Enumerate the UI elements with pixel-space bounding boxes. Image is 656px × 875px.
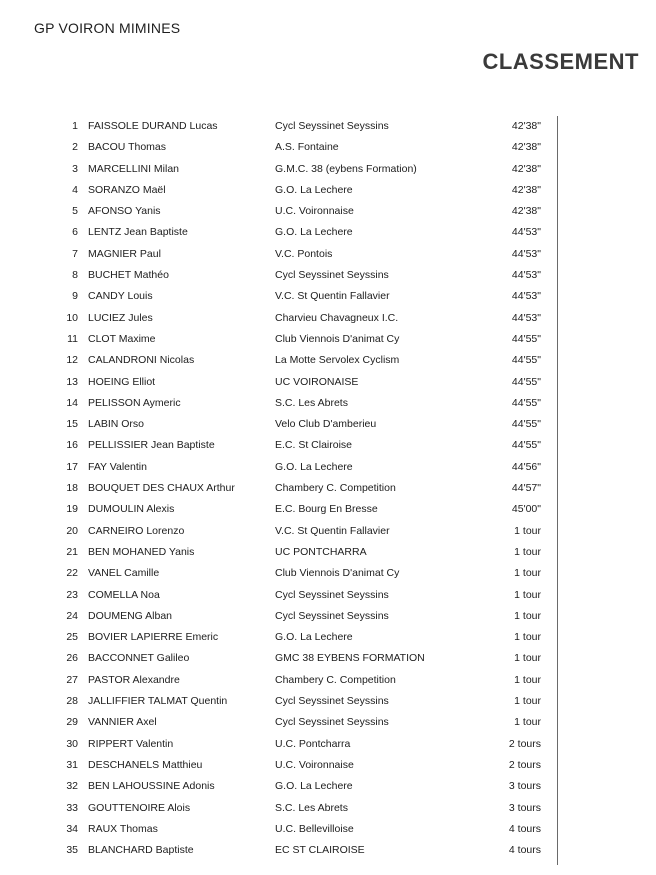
result-club: Cycl Seyssinet Seyssins xyxy=(275,716,389,729)
result-club: G.O. La Lechere xyxy=(275,780,353,793)
result-time: 44'56" xyxy=(511,460,541,473)
result-time: 3 tours xyxy=(508,801,541,814)
result-time: 45'00" xyxy=(511,503,541,516)
result-time: 44'55" xyxy=(511,396,541,409)
result-club: G.O. La Lechere xyxy=(275,631,353,644)
result-rider-name: RIPPERT Valentin xyxy=(88,737,174,750)
result-rider-name: AFONSO Yanis xyxy=(88,205,161,218)
result-rank: 8 xyxy=(72,269,78,282)
result-rider-name: PELISSON Aymeric xyxy=(88,396,181,409)
result-club: UC VOIRONAISE xyxy=(275,375,359,388)
result-row xyxy=(0,819,560,840)
result-rank: 24 xyxy=(66,609,78,622)
result-row xyxy=(0,521,560,542)
result-row xyxy=(0,435,560,456)
result-rank: 4 xyxy=(72,183,78,196)
result-rider-name: CALANDRONI Nicolas xyxy=(88,354,195,367)
result-rank: 16 xyxy=(66,439,78,452)
event-title: GP VOIRON MIMINES xyxy=(34,20,181,36)
result-rank: 26 xyxy=(66,652,78,665)
result-row xyxy=(0,478,560,499)
result-rank: 19 xyxy=(66,503,78,516)
result-rank: 35 xyxy=(66,844,78,857)
result-time: 44'53" xyxy=(511,311,541,324)
result-club: S.C. Les Abrets xyxy=(275,801,348,814)
result-club: G.M.C. 38 (eybens Formation) xyxy=(275,162,417,175)
result-club: Cycl Seyssinet Seyssins xyxy=(275,695,389,708)
result-time: 44'57" xyxy=(511,482,541,495)
result-rank: 21 xyxy=(66,545,78,558)
result-row xyxy=(0,414,560,435)
result-rider-name: GOUTTENOIRE Alois xyxy=(88,801,191,814)
result-row xyxy=(0,691,560,712)
result-rank: 7 xyxy=(72,247,78,260)
result-rank: 12 xyxy=(66,354,78,367)
result-rider-name: CANDY Louis xyxy=(88,290,153,303)
result-rank: 1 xyxy=(72,120,78,132)
result-row xyxy=(0,393,560,414)
result-rank: 10 xyxy=(66,311,78,324)
result-time: 44'55" xyxy=(511,354,541,367)
result-rank: 32 xyxy=(66,780,78,793)
result-row xyxy=(0,712,560,733)
result-rider-name: RAUX Thomas xyxy=(88,822,158,835)
result-rider-name: LABIN Orso xyxy=(88,418,145,431)
result-time: 1 tour xyxy=(514,652,541,665)
result-rank: 17 xyxy=(66,460,78,473)
result-club: Charvieu Chavagneux I.C. xyxy=(275,311,399,324)
result-club: Club Viennois D'animat Cy xyxy=(275,332,400,345)
result-row xyxy=(0,116,560,137)
result-time: 42'38" xyxy=(511,141,541,154)
result-rider-name: FAY Valentin xyxy=(88,460,147,473)
result-rank: 28 xyxy=(66,695,78,708)
result-rider-name: CLOT Maxime xyxy=(88,332,156,345)
result-rider-name: BACCONNET Galileo xyxy=(88,652,190,665)
result-rider-name: LUCIEZ Jules xyxy=(88,311,153,324)
result-row xyxy=(0,372,560,393)
result-club: S.C. Les Abrets xyxy=(275,396,348,409)
result-rider-name: HOEING Elliot xyxy=(88,375,156,388)
result-rider-name: BUCHET Mathéo xyxy=(88,269,169,282)
result-rider-name: BEN LAHOUSSINE Adonis xyxy=(88,780,215,793)
result-rider-name: DESCHANELS Matthieu xyxy=(88,758,203,771)
result-rider-name: MAGNIER Paul xyxy=(88,247,161,260)
result-rank: 5 xyxy=(72,205,78,218)
result-rider-name: DUMOULIN Alexis xyxy=(88,503,175,516)
result-rider-name: BOUQUET DES CHAUX Arthur xyxy=(88,482,235,495)
result-time: 1 tour xyxy=(514,716,541,729)
result-club: E.C. St Clairoise xyxy=(275,439,353,452)
result-club: UC PONTCHARRA xyxy=(275,545,367,558)
result-rider-name: COMELLA Noa xyxy=(88,588,160,601)
result-club: U.C. Bellevilloise xyxy=(275,822,354,835)
result-time: 1 tour xyxy=(514,545,541,558)
result-club: Chambery C. Competition xyxy=(275,482,396,495)
result-rider-name: PELLISSIER Jean Baptiste xyxy=(88,439,215,452)
result-time: 42'38" xyxy=(511,162,541,175)
result-row xyxy=(0,457,560,478)
result-club: E.C. Bourg En Bresse xyxy=(275,503,378,516)
result-row xyxy=(0,670,560,691)
result-club: V.C. St Quentin Fallavier xyxy=(275,290,390,303)
result-time: 2 tours xyxy=(508,758,541,771)
result-club: V.C. St Quentin Fallavier xyxy=(275,524,390,537)
result-row xyxy=(0,159,560,180)
result-rank: 15 xyxy=(66,418,78,431)
result-rider-name: MARCELLINI Milan xyxy=(88,162,180,175)
result-row xyxy=(0,606,560,627)
result-club: U.C. Pontcharra xyxy=(275,737,351,750)
result-rider-name: BACOU Thomas xyxy=(88,141,166,154)
result-time: 1 tour xyxy=(514,609,541,622)
result-time: 44'53" xyxy=(511,290,541,303)
result-time: 4 tours xyxy=(508,822,541,835)
result-club: Cycl Seyssinet Seyssins xyxy=(275,120,389,132)
result-row xyxy=(0,222,560,243)
result-rank: 33 xyxy=(66,801,78,814)
result-time: 44'53" xyxy=(511,247,541,260)
result-row xyxy=(0,137,560,158)
result-club: Velo Club D'amberieu xyxy=(275,418,377,431)
result-row xyxy=(0,265,560,286)
result-row xyxy=(0,840,560,861)
result-rank: 9 xyxy=(72,290,78,303)
result-time: 44'55" xyxy=(511,439,541,452)
result-rank: 3 xyxy=(72,162,78,175)
result-rider-name: BLANCHARD Baptiste xyxy=(88,844,194,857)
result-time: 42'38" xyxy=(511,120,541,132)
result-rider-name: VANEL Camille xyxy=(88,567,160,580)
result-time: 4 tours xyxy=(508,844,541,857)
result-rider-name: LENTZ Jean Baptiste xyxy=(88,226,188,239)
result-row xyxy=(0,308,560,329)
result-time: 1 tour xyxy=(514,673,541,686)
result-club: G.O. La Lechere xyxy=(275,226,353,239)
result-rider-name: DOUMENG Alban xyxy=(88,609,173,622)
result-time: 1 tour xyxy=(514,588,541,601)
result-rank: 27 xyxy=(66,673,78,686)
result-rider-name: VANNIER Axel xyxy=(88,716,157,729)
result-rider-name: JALLIFFIER TALMAT Quentin xyxy=(88,695,228,708)
result-row xyxy=(0,755,560,776)
result-rank: 25 xyxy=(66,631,78,644)
result-row xyxy=(0,563,560,584)
result-rider-name: CARNEIRO Lorenzo xyxy=(88,524,185,537)
result-row xyxy=(0,350,560,371)
result-rider-name: BEN MOHANED Yanis xyxy=(88,545,195,558)
result-time: 44'55" xyxy=(511,332,541,345)
result-time: 3 tours xyxy=(508,780,541,793)
result-time: 42'38" xyxy=(511,183,541,196)
result-time: 42'38" xyxy=(511,205,541,218)
result-row xyxy=(0,542,560,563)
result-club: Cycl Seyssinet Seyssins xyxy=(275,609,389,622)
results-list xyxy=(0,116,560,861)
result-rank: 22 xyxy=(66,567,78,580)
result-time: 1 tour xyxy=(514,695,541,708)
result-rank: 13 xyxy=(66,375,78,388)
result-rider-name: BOVIER LAPIERRE Emeric xyxy=(88,631,219,644)
result-row xyxy=(0,201,560,222)
result-rank: 14 xyxy=(66,396,78,409)
result-time: 1 tour xyxy=(514,567,541,580)
result-club: V.C. Pontois xyxy=(275,247,333,260)
result-rank: 29 xyxy=(66,716,78,729)
result-club: Cycl Seyssinet Seyssins xyxy=(275,269,389,282)
result-rank: 31 xyxy=(66,758,78,771)
result-row xyxy=(0,329,560,350)
result-rank: 6 xyxy=(72,226,78,239)
margin-line xyxy=(557,116,558,865)
result-time: 1 tour xyxy=(514,631,541,644)
result-rank: 2 xyxy=(72,141,78,154)
result-rank: 20 xyxy=(66,524,78,537)
doc-heading: CLASSEMENT xyxy=(482,49,639,74)
result-club: A.S. Fontaine xyxy=(275,141,339,154)
result-row xyxy=(0,585,560,606)
result-time: 44'55" xyxy=(511,418,541,431)
result-rider-name: SORANZO Maël xyxy=(88,183,166,196)
result-time: 44'53" xyxy=(511,226,541,239)
result-club: G.O. La Lechere xyxy=(275,183,353,196)
result-club: U.C. Voironnaise xyxy=(275,205,354,218)
result-club: La Motte Servolex Cyclism xyxy=(275,354,400,367)
result-row xyxy=(0,499,560,520)
result-rank: 34 xyxy=(66,822,78,835)
result-club: Club Viennois D'animat Cy xyxy=(275,567,400,580)
result-time: 44'55" xyxy=(511,375,541,388)
result-time: 1 tour xyxy=(514,524,541,537)
result-row xyxy=(0,798,560,819)
result-club: Cycl Seyssinet Seyssins xyxy=(275,588,389,601)
result-rider-name: FAISSOLE DURAND Lucas xyxy=(88,120,218,132)
result-time: 2 tours xyxy=(508,737,541,750)
result-row xyxy=(0,244,560,265)
result-rank: 11 xyxy=(67,332,78,345)
result-row xyxy=(0,776,560,797)
result-club: EC ST CLAIROISE xyxy=(275,844,365,857)
result-rank: 30 xyxy=(66,737,78,750)
result-club: G.O. La Lechere xyxy=(275,460,353,473)
result-row xyxy=(0,180,560,201)
result-club: U.C. Voironnaise xyxy=(275,758,354,771)
result-time: 44'53" xyxy=(511,269,541,282)
result-club: GMC 38 EYBENS FORMATION xyxy=(275,652,425,665)
result-row xyxy=(0,648,560,669)
result-row xyxy=(0,627,560,648)
result-rank: 23 xyxy=(66,588,78,601)
result-club: Chambery C. Competition xyxy=(275,673,396,686)
result-row xyxy=(0,734,560,755)
result-row xyxy=(0,286,560,307)
result-rider-name: PASTOR Alexandre xyxy=(88,673,180,686)
result-rank: 18 xyxy=(66,482,78,495)
